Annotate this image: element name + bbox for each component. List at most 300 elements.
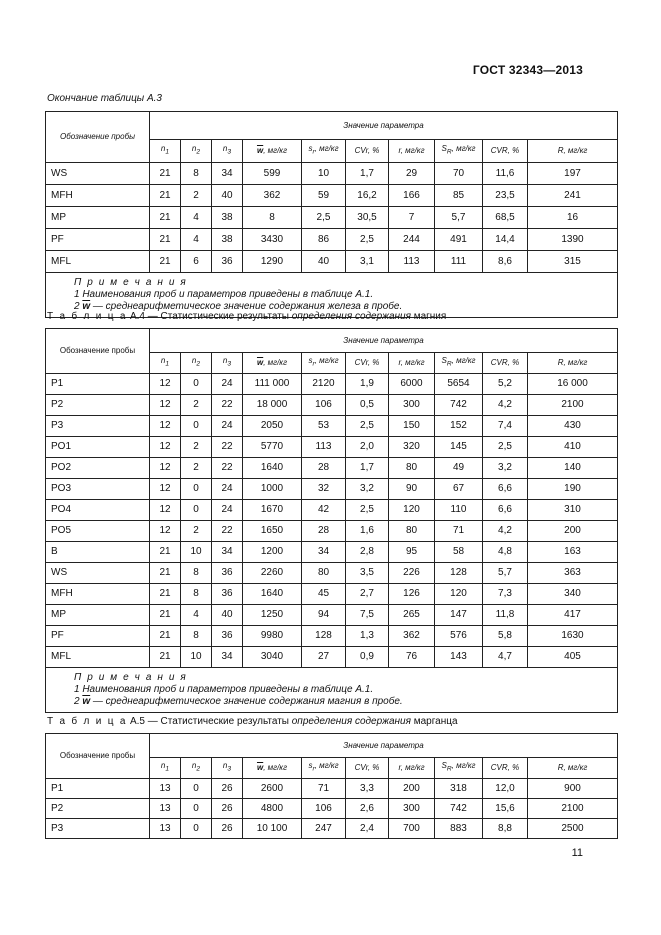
value-cell: 86 [302,229,346,251]
col-header-n2-sub: 2 [196,765,201,773]
value-cell: 120 [389,500,435,521]
value-cell: 27 [302,647,346,668]
col-header-sr-label: s [308,356,313,366]
value-cell: 140 [528,458,618,479]
value-cell: 21 [150,229,181,251]
table4-caption-num: А.4 — Статистические результаты [129,311,289,322]
value-cell: 883 [435,819,483,839]
value-cell: 0 [181,374,212,395]
value-cell: 30,5 [346,207,389,229]
value-cell: 10 [181,647,212,668]
col-header-sR-unit: , мг/кг [451,356,476,366]
value-cell: 2260 [243,563,302,584]
value-cell: 2100 [528,395,618,416]
table-row [46,251,618,273]
sample-name-cell: PO5 [46,521,150,542]
value-cell: 32 [302,479,346,500]
table-row [46,163,618,185]
value-cell: 22 [212,437,243,458]
value-cell: 0,9 [346,647,389,668]
value-cell: 45 [302,584,346,605]
value-cell: 23,5 [483,185,528,207]
value-cell: 36 [212,563,243,584]
value-cell: 58 [435,542,483,563]
value-cell: 7,4 [483,416,528,437]
value-cell: 166 [389,185,435,207]
value-cell: 15,6 [483,799,528,819]
value-cell: 24 [212,500,243,521]
value-cell: 1,7 [346,163,389,185]
table-row [46,779,618,799]
sample-name-cell: PO1 [46,437,150,458]
col-header-n1-sub: 1 [165,765,170,773]
value-cell: 491 [435,229,483,251]
value-cell: 1650 [243,521,302,542]
sample-name-cell: WS [46,163,150,185]
value-cell: 71 [435,521,483,542]
value-cell: 49 [435,458,483,479]
value-cell: 150 [389,416,435,437]
value-cell: 26 [212,799,243,819]
note-2 [74,696,617,708]
value-cell: 40 [212,185,243,207]
value-cell: 4 [181,229,212,251]
value-cell: 6000 [389,374,435,395]
value-cell: 318 [435,779,483,799]
col-header-n1-label: n [160,356,166,366]
sample-name-cell: PF [46,229,150,251]
value-cell: 900 [528,779,618,799]
col-header-n1-sub: 1 [165,148,170,156]
note-2-symbol: $\overline{w}$ [82,301,91,312]
col-header-n2 [181,758,212,779]
value-cell: 21 [150,251,181,273]
value-cell: 143 [435,647,483,668]
col-header-sr-label: s [308,144,313,154]
table-row [46,799,618,819]
value-cell: 128 [435,563,483,584]
value-cell: 24 [212,479,243,500]
value-cell: 0 [181,479,212,500]
value-cell: 5,7 [483,563,528,584]
col-header-r [389,140,435,163]
col-header-n3-sub: 3 [227,765,232,773]
col-header-R [528,353,618,374]
sample-name-cell: MP [46,605,150,626]
value-cell: 200 [389,779,435,799]
col-header-sR [435,353,483,374]
col-header-sr-label: s [308,761,313,771]
value-cell: 8 [181,584,212,605]
value-cell: 18 000 [243,395,302,416]
table-row [46,458,618,479]
value-cell: 8 [181,626,212,647]
col-header-n3 [212,353,243,374]
table-a4 [45,328,618,713]
col-header-cvr-label: CVr, % [354,358,380,367]
table4-caption-label: Т а б л и ц а [47,311,128,322]
col-header-n3-label: n [222,356,228,366]
col-header-sr-sub: r [312,765,315,773]
note-1: 1 Наименования проб и параметров приведены в таблице А.1. [74,289,374,300]
value-cell: 3,2 [346,479,389,500]
value-cell: 8 [243,207,302,229]
value-cell: 145 [435,437,483,458]
value-cell: 12 [150,479,181,500]
value-cell: 3,1 [346,251,389,273]
col-header-r-label: r, мг/кг [398,146,425,155]
notes-title: П р и м е ч а н и я [74,277,188,288]
sample-name-cell: MFL [46,647,150,668]
value-cell: 1,3 [346,626,389,647]
value-cell: 1,7 [346,458,389,479]
value-cell: 95 [389,542,435,563]
sample-name-cell: B [46,542,150,563]
col-header-R-label: R, мг/кг [557,763,588,772]
value-cell: 12 [150,374,181,395]
notes-title: П р и м е ч а н и я [74,672,188,683]
value-cell: 4,2 [483,521,528,542]
notes-row [46,668,618,713]
col-header-wbar-unit: , мг/кг [263,763,288,772]
value-cell: 22 [212,395,243,416]
col-header-cvR [483,140,528,163]
value-cell: 6,6 [483,479,528,500]
sample-name-header [46,734,150,779]
value-cell: 2120 [302,374,346,395]
value-cell: 36 [212,584,243,605]
value-cell: 197 [528,163,618,185]
value-cell: 80 [302,563,346,584]
table-row [46,521,618,542]
value-cell: 9980 [243,626,302,647]
value-cell: 1290 [243,251,302,273]
sample-name-header-label: Обозначение пробы [59,346,136,355]
value-cell: 28 [302,521,346,542]
value-cell: 40 [212,605,243,626]
col-header-n3-label: n [222,144,228,154]
table5-caption-label: Т а б л и ц а [47,716,128,727]
col-header-r [389,758,435,779]
notes-cell [46,668,618,713]
value-cell: 111 [435,251,483,273]
table-row [46,500,618,521]
col-header-sR [435,758,483,779]
value-cell: 24 [212,374,243,395]
value-cell: 106 [302,395,346,416]
col-header-wbar-unit: , мг/кг [263,146,288,155]
value-cell: 2,7 [346,584,389,605]
col-header-sR-label: S [441,761,447,771]
col-header-cvR [483,353,528,374]
table-row [46,605,618,626]
value-cell: 36 [212,251,243,273]
value-cell: 0 [181,416,212,437]
value-cell: 0 [181,819,212,839]
value-cell: 70 [435,163,483,185]
table-a5 [45,733,618,839]
note-1: 1 Наименования проб и параметров приведены в таблице А.1. [74,684,374,695]
value-cell: 10 100 [243,819,302,839]
col-header-sr-unit: , мг/кг [314,356,339,366]
value-cell: 12 [150,416,181,437]
value-cell: 67 [435,479,483,500]
col-header-cvR-label: CVR, % [490,763,520,772]
value-cell: 1,6 [346,521,389,542]
table4-caption-tail: магния [413,311,447,322]
value-cell: 113 [302,437,346,458]
value-cell: 2,5 [302,207,346,229]
value-param-label: Значение параметра [343,740,424,750]
col-header-r-label: r, мг/кг [398,763,425,772]
value-cell: 28 [302,458,346,479]
col-header-wbar [243,353,302,374]
value-cell: 1000 [243,479,302,500]
col-header-sR-sub: R [446,765,452,773]
col-header-sR [435,140,483,163]
value-cell: 265 [389,605,435,626]
table-row [46,563,618,584]
value-cell: 362 [389,626,435,647]
value-cell: 4,8 [483,542,528,563]
note-2-text: — среднеарифметическое значение содержания железа в пробе. [90,301,403,312]
col-header-cvr-label: CVr, % [354,146,380,155]
col-header-cvr [346,353,389,374]
value-cell: 363 [528,563,618,584]
value-cell: 6 [181,251,212,273]
value-cell: 0 [181,799,212,819]
value-cell: 2100 [528,799,618,819]
sample-name-cell: PO4 [46,500,150,521]
value-cell: 68,5 [483,207,528,229]
value-cell: 110 [435,500,483,521]
value-cell: 320 [389,437,435,458]
value-cell: 430 [528,416,618,437]
col-header-n2-label: n [191,761,197,771]
table5-caption [47,716,458,727]
value-cell: 3040 [243,647,302,668]
col-header-wbar-label: $\overline{w}$ [256,358,264,367]
value-cell: 7,3 [483,584,528,605]
sample-name-cell: PF [46,626,150,647]
table5-caption-num: А.5 — Статистические результаты [129,716,289,727]
value-cell: 315 [528,251,618,273]
value-cell: 16,2 [346,185,389,207]
note-2-text: — среднеарифметическое значение содержания магния в пробе. [90,696,403,707]
value-cell: 85 [435,185,483,207]
col-header-R [528,140,618,163]
value-cell: 6,6 [483,500,528,521]
sample-name-cell: P2 [46,799,150,819]
col-header-sr [302,758,346,779]
col-header-wbar [243,140,302,163]
table5-caption-tail: марганца [413,716,458,727]
col-header-n1 [150,140,181,163]
value-cell: 310 [528,500,618,521]
col-header-R [528,758,618,779]
value-cell: 16 000 [528,374,618,395]
value-cell: 4,2 [483,395,528,416]
col-header-cvr [346,758,389,779]
value-cell: 10 [302,163,346,185]
value-cell: 2050 [243,416,302,437]
table-row [46,819,618,839]
col-header-n3-sub: 3 [227,360,232,368]
table4-caption [47,311,446,322]
value-cell: 226 [389,563,435,584]
value-cell: 12 [150,521,181,542]
col-header-sR-label: S [441,144,447,154]
col-header-sr-sub: r [312,148,315,156]
value-cell: 5,7 [435,207,483,229]
col-header-sR-unit: , мг/кг [451,761,476,771]
col-header-r-label: r, мг/кг [398,358,425,367]
col-header-sr-sub: r [312,360,315,368]
value-cell: 42 [302,500,346,521]
col-header-R-label: R, мг/кг [557,358,588,367]
value-cell: 34 [212,163,243,185]
value-cell: 147 [435,605,483,626]
col-header-n2-label: n [191,144,197,154]
value-cell: 12 [150,458,181,479]
table-row [46,626,618,647]
table5-caption-italic: определения содержания [291,716,411,727]
value-cell: 26 [212,779,243,799]
col-header-wbar-label: $\overline{w}$ [256,763,264,772]
value-cell: 21 [150,207,181,229]
value-param-label: Значение параметра [343,335,424,345]
value-cell: 10 [181,542,212,563]
col-header-sR-sub: R [446,148,452,156]
value-cell: 1640 [243,584,302,605]
value-cell: 29 [389,163,435,185]
col-header-cvr-label: CVr, % [354,763,380,772]
value-cell: 362 [243,185,302,207]
value-cell: 13 [150,819,181,839]
sample-name-cell: MFL [46,251,150,273]
value-cell: 0 [181,500,212,521]
value-param-header [150,734,618,758]
col-header-n2 [181,353,212,374]
sample-name-cell: P2 [46,395,150,416]
value-cell: 247 [302,819,346,839]
sample-name-cell: P3 [46,819,150,839]
table-row [46,479,618,500]
value-cell: 11,8 [483,605,528,626]
value-cell: 7 [389,207,435,229]
value-cell: 2,5 [346,229,389,251]
col-header-wbar-unit: , мг/кг [263,358,288,367]
value-cell: 12,0 [483,779,528,799]
value-cell: 71 [302,779,346,799]
col-header-n1 [150,758,181,779]
value-cell: 2,5 [483,437,528,458]
value-cell: 8,8 [483,819,528,839]
value-cell: 417 [528,605,618,626]
value-param-header [150,329,618,353]
sample-name-cell: P3 [46,416,150,437]
table-row [46,647,618,668]
value-cell: 152 [435,416,483,437]
value-cell: 1390 [528,229,618,251]
table3-caption [47,93,162,104]
col-header-wbar-label: $\overline{w}$ [256,146,264,155]
sample-name-cell: PO3 [46,479,150,500]
value-cell: 34 [212,542,243,563]
value-cell: 2,4 [346,819,389,839]
col-header-cvr [346,140,389,163]
value-cell: 8 [181,563,212,584]
sample-name-cell: MP [46,207,150,229]
col-header-n3-label: n [222,761,228,771]
col-header-sr [302,353,346,374]
value-cell: 2 [181,458,212,479]
col-header-sR-sub: R [446,360,452,368]
value-cell: 22 [212,521,243,542]
table-row [46,584,618,605]
standard-number: ГОСТ 32343—2013 [472,63,583,77]
note-2-symbol: $\overline{w}$ [82,696,91,707]
value-cell: 576 [435,626,483,647]
value-cell: 1250 [243,605,302,626]
value-cell: 12 [150,500,181,521]
value-cell: 113 [389,251,435,273]
table-row [46,542,618,563]
value-cell: 26 [212,819,243,839]
value-cell: 80 [389,458,435,479]
sample-name-cell: PO2 [46,458,150,479]
value-cell: 5,2 [483,374,528,395]
value-cell: 94 [302,605,346,626]
value-cell: 2,6 [346,799,389,819]
value-cell: 80 [389,521,435,542]
value-cell: 14,4 [483,229,528,251]
table-a3 [45,111,618,318]
value-cell: 120 [435,584,483,605]
sample-name-cell: MFH [46,185,150,207]
col-header-sR-label: S [441,356,447,366]
col-header-cvR-label: CVR, % [490,358,520,367]
value-cell: 76 [389,647,435,668]
col-header-n3-sub: 3 [227,148,232,156]
sample-name-header [46,112,150,163]
sample-name-cell: MFH [46,584,150,605]
col-header-n1-label: n [160,761,166,771]
value-cell: 128 [302,626,346,647]
table3-caption-text: Окончание таблицы А.3 [47,93,162,104]
value-cell: 2,5 [346,500,389,521]
value-cell: 405 [528,647,618,668]
value-cell: 21 [150,584,181,605]
col-header-R-label: R, мг/кг [557,146,588,155]
col-header-n3 [212,140,243,163]
value-cell: 38 [212,229,243,251]
value-cell: 3,3 [346,779,389,799]
value-cell: 3,5 [346,563,389,584]
value-cell: 1,9 [346,374,389,395]
col-header-n2-sub: 2 [196,148,201,156]
value-cell: 700 [389,819,435,839]
sample-name-cell: P1 [46,779,150,799]
value-cell: 13 [150,779,181,799]
table-row [46,395,618,416]
value-cell: 1640 [243,458,302,479]
col-header-sr [302,140,346,163]
value-cell: 126 [389,584,435,605]
sample-name-cell: WS [46,563,150,584]
value-cell: 742 [435,799,483,819]
value-cell: 5,8 [483,626,528,647]
